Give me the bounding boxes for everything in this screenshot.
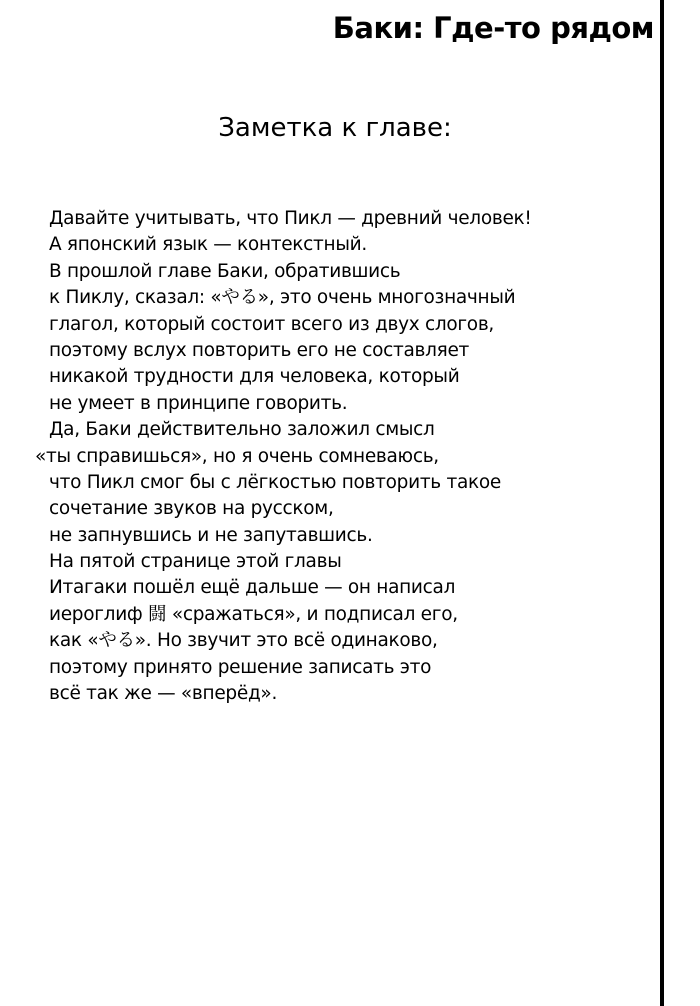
note-line: А японский язык — контекстный. [49, 234, 367, 256]
note-line: поэтому вслух повторить его не составляет [49, 339, 470, 361]
note-line: Да, Баки действительно заложил смысл [49, 419, 435, 441]
note-line: не умеет в принципе говорить. [49, 392, 348, 414]
note-line: не запнувшись и не запутавшись. [49, 524, 373, 546]
note-line: никакой трудности для человека, который [49, 366, 460, 388]
note-line: «ты справишься», но я очень сомневаюсь, [35, 445, 439, 467]
note-line: поэтому принято решение записать это [49, 656, 432, 678]
note-line: всё так же — «вперёд». [49, 683, 278, 705]
series-title: Баки: Где-то рядом [332, 11, 654, 45]
note-line: что Пикл смог бы с лёгкостью повторить такое [49, 471, 501, 493]
note-line: как «やる». Но звучит это всё одинаково, [49, 630, 438, 652]
note-line: Давайте учитывать, что Пикл — древний человек! [49, 208, 532, 229]
note-heading: Заметка к главе: [218, 113, 452, 143]
note-body [0, 206, 656, 707]
note-line: глагол, который состоит всего из двух слогов, [49, 313, 495, 335]
note-line: На пятой странице этой главы [49, 551, 342, 573]
note-line: иероглиф 闘 «сражаться», и подписал его, [49, 603, 458, 625]
page-right-border [660, 0, 664, 1006]
note-line: Итагаки пошёл ещё дальше — он написал [49, 577, 456, 599]
note-line: сочетание звуков на русском, [49, 498, 334, 520]
note-line: В прошлой главе Баки, обратившись [49, 260, 401, 282]
note-line: к Пиклу, сказал: «やる», это очень многозначный [49, 287, 516, 309]
